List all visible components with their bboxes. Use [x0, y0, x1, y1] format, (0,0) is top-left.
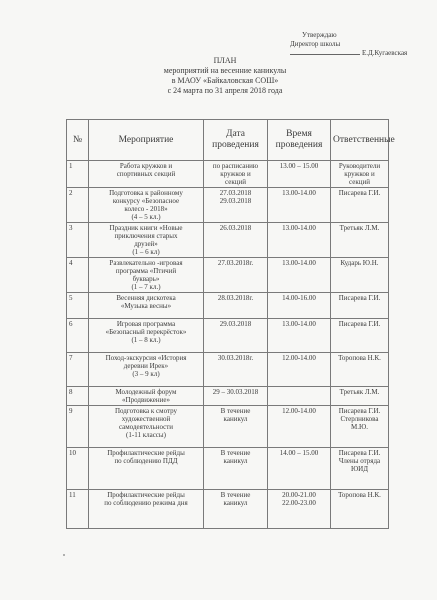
responsible-line: секций: [349, 178, 370, 186]
event-line: букварь»: [132, 275, 160, 283]
time-cell: [268, 448, 331, 490]
time-cell: [268, 161, 331, 188]
date-line: по расписанию: [212, 162, 259, 170]
row-number: 3: [67, 223, 89, 258]
time-cell: [268, 353, 331, 387]
responsible-line: Писарева Г.И.: [338, 294, 381, 302]
responsible-line: Писарева Г.И.: [338, 189, 381, 197]
event-line: (1 – 7 кл.): [131, 283, 161, 291]
table-row: [67, 258, 389, 293]
event-cell: [89, 293, 204, 319]
table-header-row: [67, 120, 389, 161]
date-line: кружков и: [220, 170, 251, 178]
responsible-line: ЮИД: [350, 465, 369, 473]
responsible-line: Стерлникова: [340, 415, 379, 423]
row-number: 11: [67, 490, 89, 529]
event-cell: [89, 258, 204, 293]
responsible-line: Писарева Г.И.: [338, 449, 381, 457]
time-line: 14.00-16.00: [282, 294, 316, 302]
table-row: [67, 319, 389, 353]
event-line: по соблюдению ПДД: [114, 457, 178, 465]
date-line: 27.03.2018: [219, 189, 252, 197]
date-line: В течение: [220, 491, 251, 499]
event-cell: [89, 448, 204, 490]
table-row: [67, 406, 389, 448]
header-num: №: [67, 120, 89, 161]
time-line: 22.00-23.00: [282, 499, 316, 507]
event-cell: [89, 387, 204, 406]
responsible-line: Третьяк Л.М.: [339, 224, 380, 232]
date-cell: [204, 223, 268, 258]
header-time: Время проведения: [268, 120, 331, 161]
table-row: [67, 223, 389, 258]
responsible-cell: [331, 293, 389, 319]
event-line: Профилактические рейды: [107, 491, 185, 499]
date-line: 29 – 30.03.2018: [212, 388, 259, 396]
event-line: Молодежный форум: [115, 388, 177, 396]
time-line: 13.00-14.00: [282, 320, 316, 328]
document-heading: [100, 56, 350, 96]
event-line: (4 – 5 кл.): [131, 213, 161, 221]
director-name: Е.Д.Кугаевская: [362, 49, 408, 57]
time-line: 13.00-14.00: [282, 224, 316, 232]
responsible-line: Руководители: [338, 162, 381, 170]
heading-title: ПЛАН: [213, 56, 237, 65]
responsible-cell: [331, 406, 389, 448]
date-cell: [204, 258, 268, 293]
event-cell: [89, 223, 204, 258]
time-cell: [268, 490, 331, 529]
date-line: каникул: [223, 415, 248, 423]
event-line: Профилактические рейды: [107, 449, 185, 457]
event-line: Работа кружков и: [119, 162, 173, 170]
event-line: (1 – 6 кл): [132, 248, 160, 256]
row-number: 5: [67, 293, 89, 319]
responsible-line: М.Ю.: [351, 423, 368, 431]
date-line: 29.03.2018: [219, 320, 252, 328]
header-event: Мероприятие: [89, 120, 204, 161]
row-number: 4: [67, 258, 89, 293]
event-cell: [89, 490, 204, 529]
time-cell: [268, 406, 331, 448]
event-line: Подготовка к районному: [109, 189, 183, 197]
date-line: 30.03.2018г.: [217, 354, 254, 362]
event-line: Весенняя дискотека: [116, 294, 176, 302]
responsible-cell: [331, 387, 389, 406]
event-line: конкурсу «Безопасное: [112, 197, 180, 205]
time-cell: [268, 258, 331, 293]
heading-period: с 24 марта по 31 апреля 2018 года: [167, 86, 283, 95]
event-line: (1-11 классы): [126, 431, 166, 439]
approval-line1: Утверждаю: [302, 31, 337, 39]
row-number: 10: [67, 448, 89, 490]
responsible-line: Писарева Г.И.: [338, 407, 381, 415]
approval-block: [290, 31, 430, 58]
time-cell: [268, 387, 331, 406]
date-line: В течение: [220, 407, 251, 415]
responsible-line: Члены отряда: [338, 457, 381, 465]
event-line: (1 – 8 кл.): [131, 336, 161, 344]
date-line: секций: [225, 178, 246, 186]
responsible-cell: [331, 353, 389, 387]
responsible-line: Третьяк Л.М.: [339, 388, 380, 396]
date-line: каникул: [223, 457, 248, 465]
time-line: 13.00 – 15.00: [279, 162, 319, 170]
event-line: Игровая программа: [116, 320, 176, 328]
responsible-line: кружков и: [344, 170, 375, 178]
responsible-cell: [331, 258, 389, 293]
date-line: 29.03.2018: [219, 197, 252, 205]
event-line: (3 – 9 кл): [132, 370, 160, 378]
date-cell: [204, 406, 268, 448]
responsible-line: Писарева Г.И.: [338, 320, 381, 328]
event-line: Развлекательно -игровая: [109, 259, 183, 267]
heading-subtitle: мероприятий на весенние каникулы: [163, 66, 287, 75]
table-row: [67, 387, 389, 406]
row-number: 1: [67, 161, 89, 188]
time-cell: [268, 319, 331, 353]
time-line: 13.00-14.00: [282, 189, 316, 197]
header-responsible: Ответственные: [331, 120, 389, 161]
event-cell: [89, 188, 204, 223]
time-line: 13.00-14.00: [282, 259, 316, 267]
responsible-cell: [331, 188, 389, 223]
date-cell: [204, 490, 268, 529]
responsible-cell: [331, 490, 389, 529]
date-cell: [204, 387, 268, 406]
row-number: 6: [67, 319, 89, 353]
event-cell: [89, 319, 204, 353]
approval-line2: Директор школы: [290, 40, 341, 48]
row-number: 8: [67, 387, 89, 406]
date-cell: [204, 448, 268, 490]
table-row: [67, 448, 389, 490]
event-line: Подготовка к смотру: [114, 407, 178, 415]
event-line: самодеятельности: [118, 423, 174, 431]
event-line: «Продвижение»: [122, 396, 170, 404]
time-line: 14.00 – 15.00: [279, 449, 319, 457]
time-line: 20.00-21.00: [282, 491, 316, 499]
time-cell: [268, 293, 331, 319]
header-date: Дата проведения: [204, 120, 268, 161]
time-cell: [268, 223, 331, 258]
table-row: [67, 188, 389, 223]
event-line: Праздник книги «Новые: [109, 224, 183, 232]
row-number: 7: [67, 353, 89, 387]
responsible-cell: [331, 319, 389, 353]
date-cell: [204, 293, 268, 319]
responsible-line: Торопова Н.К.: [338, 491, 381, 499]
date-line: 28.03.2018г.: [217, 294, 254, 302]
responsible-line: Кударь Ю.Н.: [340, 259, 379, 267]
table-row: [67, 293, 389, 319]
responsible-line: Торопова Н.К.: [338, 354, 381, 362]
row-number: 2: [67, 188, 89, 223]
table-row: [67, 353, 389, 387]
event-line: спортивных секций: [116, 170, 176, 178]
responsible-cell: [331, 448, 389, 490]
date-line: 26.03.2018: [219, 224, 252, 232]
events-table: [66, 119, 395, 529]
heading-school: в МАОУ «Байкаловская СОШ»: [171, 76, 279, 85]
event-line: деревни Ирек»: [123, 362, 169, 370]
row-number: 9: [67, 406, 89, 448]
date-cell: [204, 188, 268, 223]
event-cell: [89, 406, 204, 448]
time-line: 12.00-14.00: [282, 354, 316, 362]
date-line: 27.03.2018г.: [217, 259, 254, 267]
event-cell: [89, 353, 204, 387]
event-line: друзей»: [134, 240, 158, 248]
table-row: [67, 161, 389, 188]
time-line: 12.00-14.00: [282, 407, 316, 415]
date-cell: [204, 319, 268, 353]
event-line: приключения старых: [114, 232, 178, 240]
event-line: Поход-экскурсия «История: [105, 354, 187, 362]
table-row: [67, 490, 389, 529]
date-line: В течение: [220, 449, 251, 457]
event-line: «Безопасный перекрёсток»: [105, 328, 187, 336]
responsible-cell: [331, 223, 389, 258]
page-mark: [63, 554, 65, 556]
event-line: по соблюдению режима дня: [104, 499, 188, 507]
event-cell: [89, 161, 204, 188]
event-line: колесо - 2018»: [124, 205, 168, 213]
signature-line: [290, 54, 360, 55]
event-line: «Музыка весны»: [120, 302, 172, 310]
event-line: программа «Птичий: [115, 267, 177, 275]
date-cell: [204, 161, 268, 188]
time-cell: [268, 188, 331, 223]
event-line: художественной: [121, 415, 171, 423]
responsible-cell: [331, 161, 389, 188]
date-cell: [204, 353, 268, 387]
date-line: каникул: [223, 499, 248, 507]
